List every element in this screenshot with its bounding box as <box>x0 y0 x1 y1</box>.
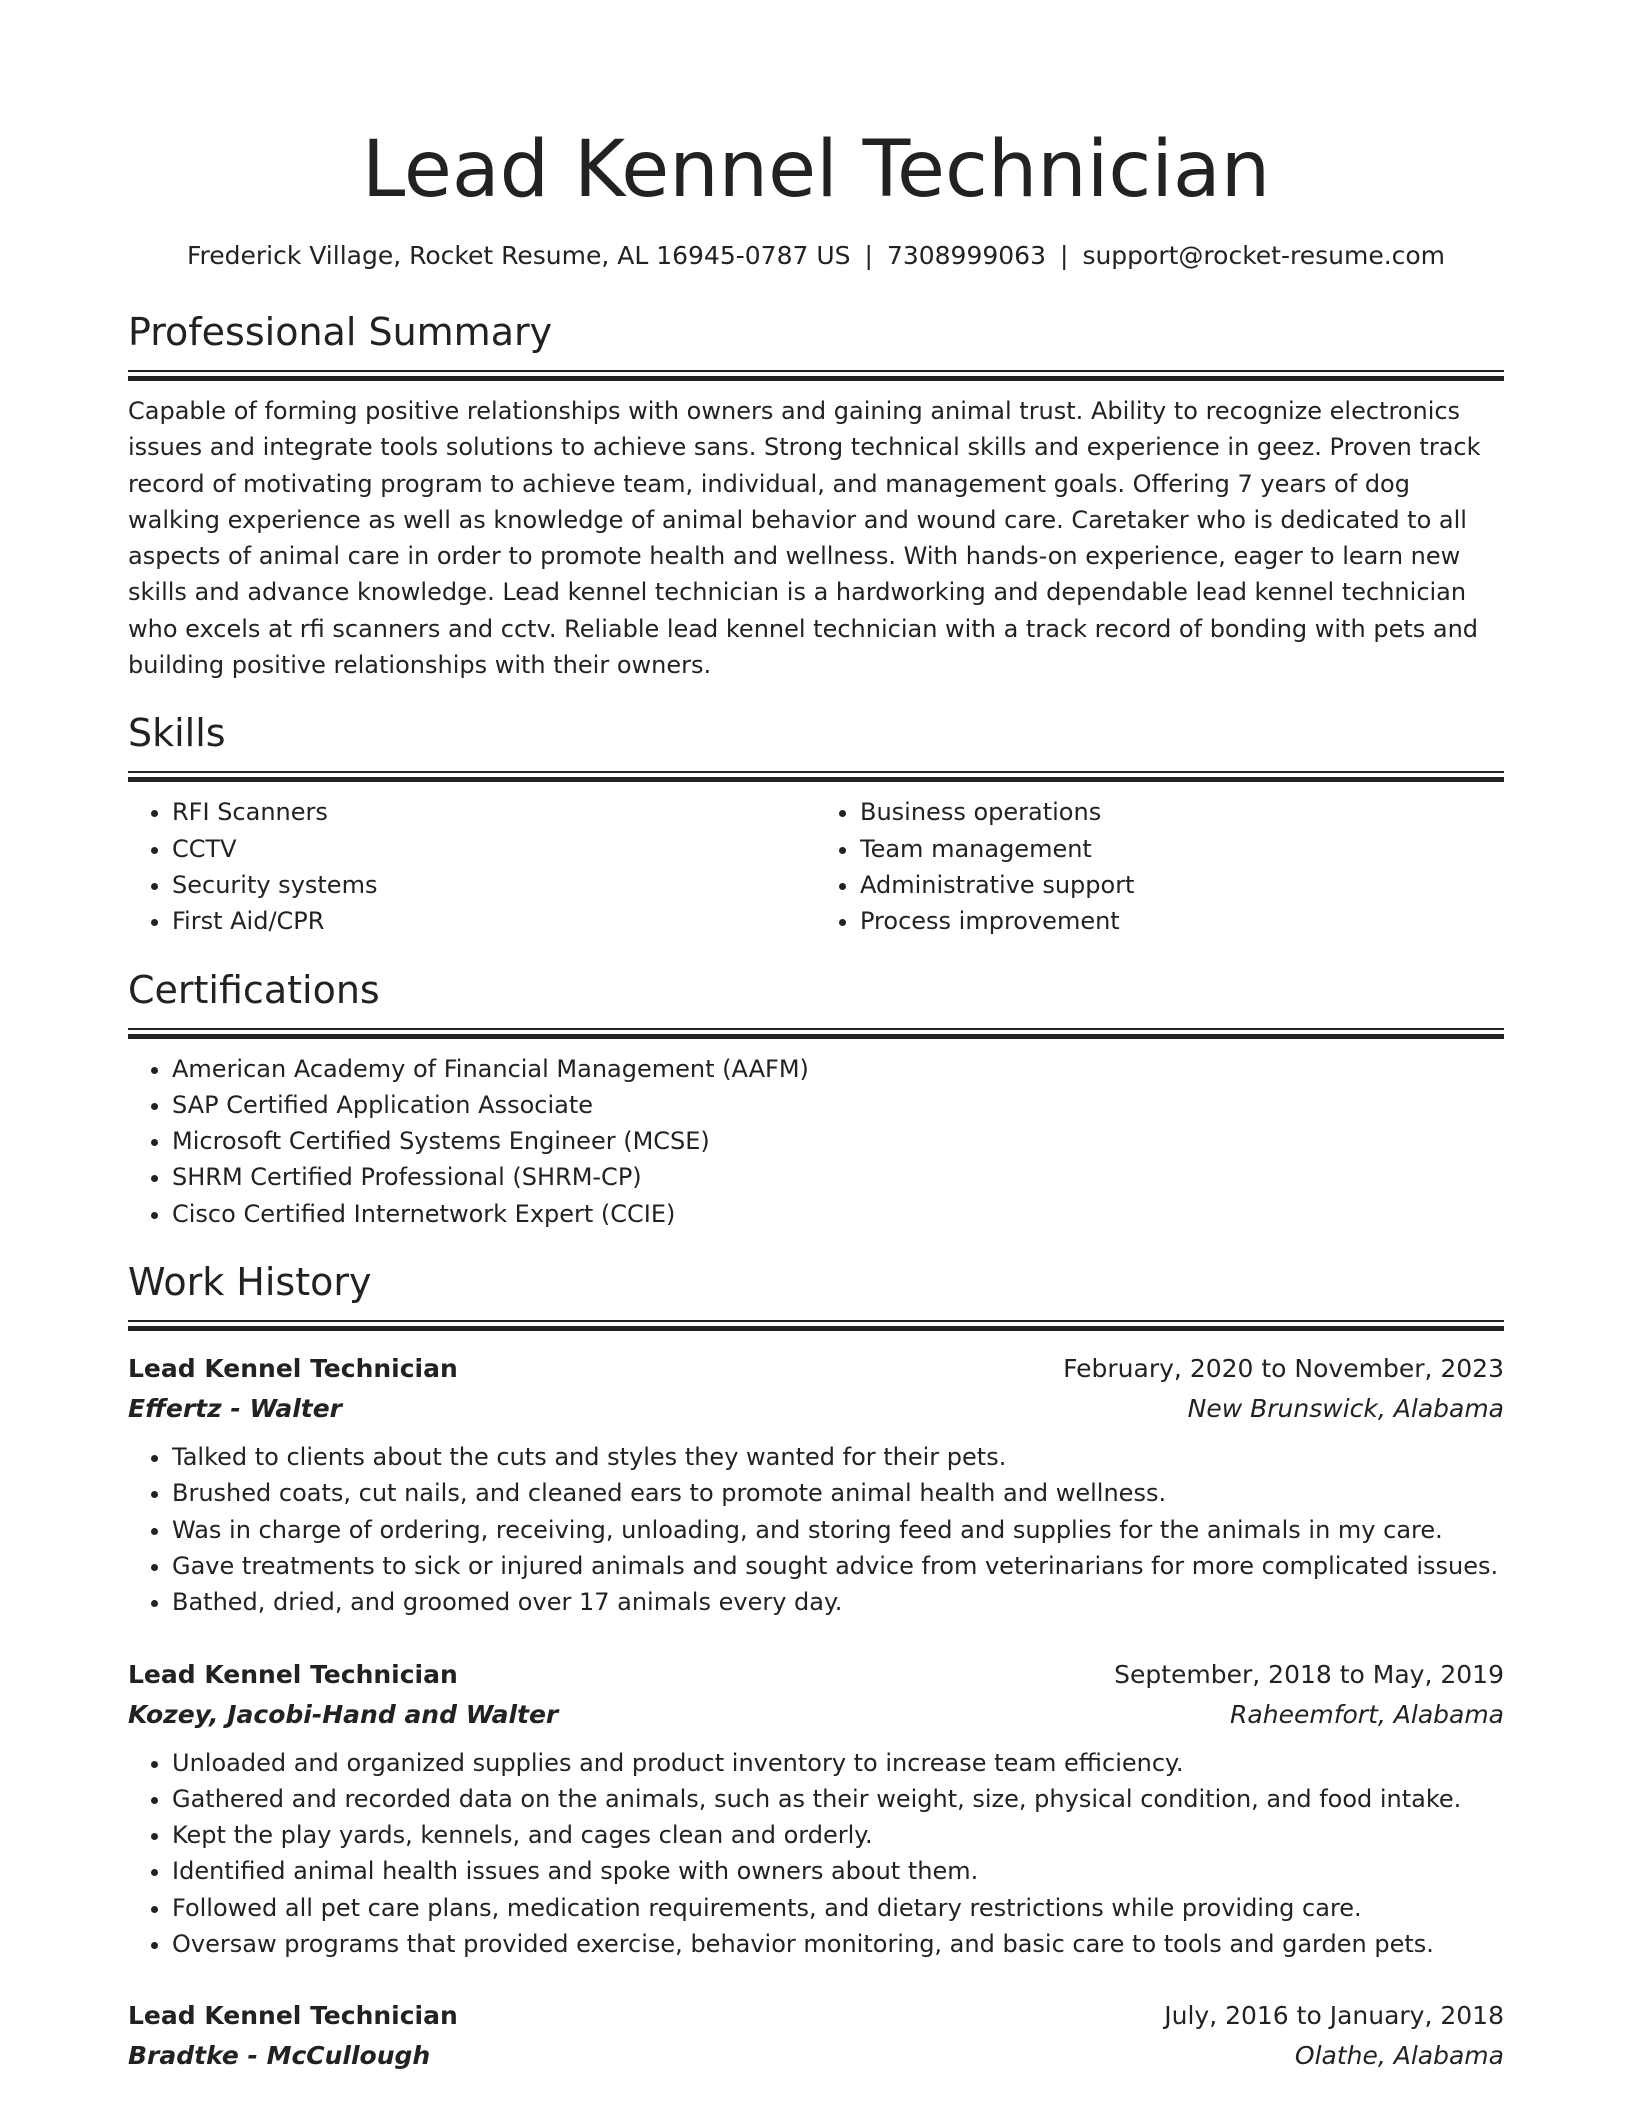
resume-name: Lead Kennel Technician <box>361 125 1271 215</box>
job-header-row <box>128 1655 1504 1695</box>
job-duty: • Followed all pet care plans, medication requirements, and dietary restrictions while providing care. <box>172 1890 1504 1926</box>
skill-item: • RFI Scanners <box>172 794 816 830</box>
section-title-summary: Professional Summary <box>128 310 553 354</box>
job-duty: • Unloaded and organized supplies and product inventory to increase team efficiency. <box>172 1745 1504 1781</box>
certification-item: • Microsoft Certified Systems Engineer (MCSE) <box>172 1123 1504 1159</box>
job-company: Kozey, Jacobi-Hand and Walter <box>128 1699 559 1729</box>
job-duty: • Identified animal health issues and spoke with owners about them. <box>172 1853 1504 1889</box>
section-title-skills: Skills <box>128 711 226 756</box>
certification-item: • SHRM Certified Professional (SHRM-CP) <box>172 1159 1504 1195</box>
job-duty: • Kept the play yards, kennels, and cages clean and orderly. <box>172 1817 1504 1853</box>
job-dates: February, 2020 to November, 2023 <box>1063 1354 1504 1384</box>
job-title: Lead Kennel Technician <box>128 1354 458 1384</box>
skills-left-list <box>128 794 816 939</box>
job-dates: July, 2016 to January, 2018 <box>1164 2001 1504 2031</box>
job-header-row <box>128 1996 1504 2036</box>
job-subheader-row <box>128 1389 1504 1429</box>
job-entry <box>128 1996 1504 2076</box>
skill-item: • Business operations <box>860 794 1504 830</box>
job-company: Effertz - Walter <box>128 1394 343 1424</box>
skills-right-list <box>816 794 1504 939</box>
job-entry <box>128 1349 1504 1620</box>
contact-phone: 7308999063 <box>886 241 1046 270</box>
job-subheader-row <box>128 2036 1504 2076</box>
job-title: Lead Kennel Technician <box>128 2001 458 2031</box>
certifications-list <box>128 1051 1504 1232</box>
summary-text: Capable of forming positive relationships with owners and gaining animal trust. Ability to recognize electronics issues and integrate tools solutions to achieve sans. Strong technical skills and experience in geez. Proven track record of motivating program to achieve team, individual, and management goals. Offering 7 years of dog walking experience as well as knowledge of animal behavior and wound care. Caretaker who is dedicated to all aspects of animal care in order to promote health and wellness. With hands-on experience, eager to learn new skills and advance knowledge. Lead kennel technician is a hardworking and dependable lead kennel technician who excels at rfi scanners and cctv. Reliable lead kennel technician with a track record of bonding with pets and building positive relationships with their owners. <box>128 397 1481 680</box>
contact-address: Frederick Village, Rocket Resume, AL 16945-0787 US <box>186 241 851 270</box>
section-divider <box>128 1320 1504 1331</box>
job-subheader-row <box>128 1695 1504 1735</box>
job-header-row <box>128 1349 1504 1389</box>
job-duty: • Was in charge of ordering, receiving, unloading, and storing feed and supplies for the animals in my care. <box>172 1512 1504 1548</box>
job-duty: • Talked to clients about the cuts and styles they wanted for their pets. <box>172 1439 1504 1475</box>
job-duty: • Brushed coats, cut nails, and cleaned ears to promote animal health and wellness. <box>172 1475 1504 1511</box>
job-title: Lead Kennel Technician <box>128 1659 458 1689</box>
job-duty: • Gathered and recorded data on the animals, such as their weight, size, physical condition, and food intake. <box>172 1781 1504 1817</box>
section-title-certifications: Certifications <box>128 967 380 1012</box>
contact-separator: | <box>1060 241 1069 270</box>
job-duty: • Bathed, dried, and groomed over 17 animals every day. <box>172 1584 1504 1620</box>
job-duties-list <box>128 1439 1504 1620</box>
contact-email[interactable]: support@rocket-resume.com <box>1082 241 1446 270</box>
skill-item: • Process improvement <box>860 903 1504 939</box>
section-divider <box>128 1028 1504 1039</box>
job-duty: • Gave treatments to sick or injured animals and sought advice from veterinarians for more complicated issues. <box>172 1548 1504 1584</box>
certification-item: • SAP Certified Application Associate <box>172 1087 1504 1123</box>
job-entry <box>128 1655 1504 1963</box>
job-location: Raheemfort, Alabama <box>1230 1699 1504 1729</box>
skill-item: • Security systems <box>172 867 816 903</box>
skill-item: • Administrative support <box>860 867 1504 903</box>
job-location: New Brunswick, Alabama <box>1187 1394 1504 1424</box>
skill-item: • Team management <box>860 831 1504 867</box>
skill-item: • First Aid/CPR <box>172 903 816 939</box>
section-title-work-history: Work History <box>128 1260 372 1305</box>
job-duties-list <box>128 1745 1504 1963</box>
job-dates: September, 2018 to May, 2019 <box>1114 1659 1504 1689</box>
contact-separator: | <box>864 241 873 270</box>
skills-columns <box>128 794 1504 939</box>
job-duty: • Oversaw programs that provided exercise, behavior monitoring, and basic care to tools and garden pets. <box>172 1926 1504 1962</box>
section-divider <box>128 370 1504 381</box>
certification-item: • American Academy of Financial Management (AAFM) <box>172 1051 1504 1087</box>
skills-section <box>128 709 1504 939</box>
job-company: Bradtke - McCullough <box>128 2041 431 2071</box>
section-divider <box>128 771 1504 782</box>
certification-item: • Cisco Certified Internetwork Expert (CCIE) <box>172 1196 1504 1232</box>
summary-section <box>128 308 1504 683</box>
contact-line <box>128 238 1504 274</box>
work-history-section <box>128 1258 1504 2076</box>
skill-item: • CCTV <box>172 831 816 867</box>
certifications-section <box>128 966 1504 1232</box>
job-location: Olathe, Alabama <box>1294 2041 1504 2071</box>
